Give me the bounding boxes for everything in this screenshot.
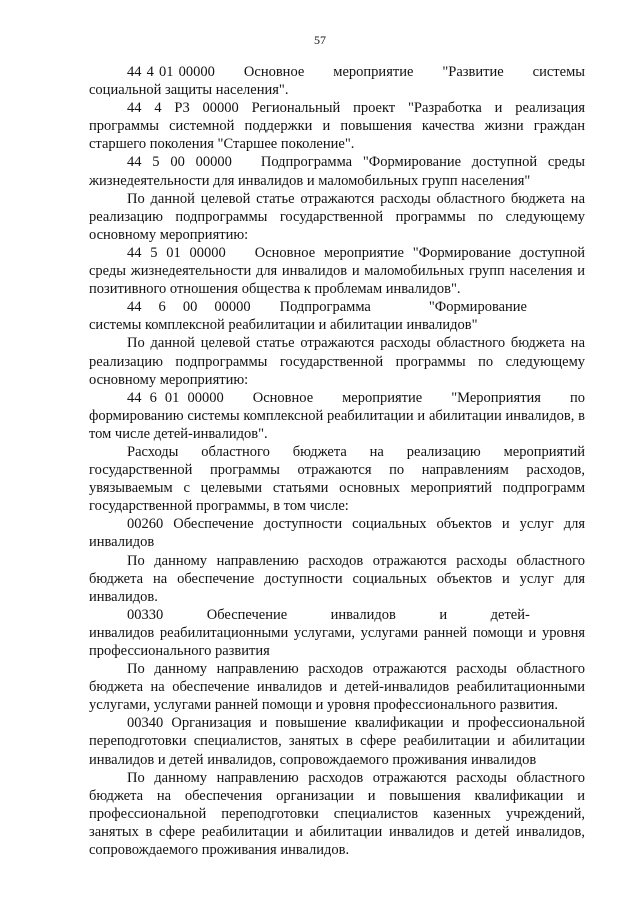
paragraph-code-44-5-00: 44 5 00 00000 Подпрограмма "Формирование доступной среды жизнедеятельности для инвалидов и маломобильных групп населения" [89, 154, 585, 189]
paragraph-description: По данному направлению расходов отражаются расходы областного бюджета на обеспечения организации и повышения квалификации и профессиональной переподготовки специалистов казенных учреждений, занятых в сфере реабилитации и абилитации инвалидов и детей инвалидов, сопровождаемого проживания инвалидов. [89, 769, 585, 859]
paragraph-description: По данному направлению расходов отражаются расходы областного бюджета на обеспечение инвалидов и детей-инвалидов реабилитационными услугами, услугами ранней помощи и уровня профессионального развития. [89, 661, 585, 714]
paragraph-description: По данной целевой статье отражаются расходы областного бюджета на реализацию подпрограммы государственной программы по следующему основному мероприятию: [89, 335, 585, 388]
page-number: 57 [314, 33, 326, 47]
paragraph-code-00330: 00330 Обеспечение инвалидов и детей-инвалидов реабилитационными услугами, услугами ранней помощи и уровня профессионального развития [89, 606, 585, 659]
paragraph-description: По данному направлению расходов отражаются расходы областного бюджета на обеспечение доступности социальных объектов и услуг для инвалидов. [89, 552, 585, 605]
paragraph-code-00260: 00260 Обеспечение доступности социальных объектов и услуг для инвалидов [89, 516, 585, 551]
paragraph-code-44-6-01: 44 6 01 00000 Основное мероприятие "Мероприятия по формированию системы комплексной реабилитации и абилитации инвалидов, в том числе детей-инвалидов". [89, 389, 585, 442]
paragraph-code-00340: 00340 Организация и повышение квалификации и профессиональной переподготовки специалистов, занятых в сфере реабилитации и абилитации инвалидов и детей инвалидов, сопровождаемого проживания инвалидов [89, 715, 585, 768]
document-body [89, 63, 585, 859]
paragraph-code-44-6-00: 44 6 00 00000 Подпрограмма "Формирование системы комплексной реабилитации и абилитации инвалидов" [89, 299, 585, 334]
paragraph-code-44-4-01: 44 4 01 00000 Основное мероприятие "Развитие системы социальной защиты населения". [89, 64, 585, 99]
paragraph-expenses-intro: Расходы областного бюджета на реализацию мероприятий государственной программы отражаются по направлениям расходов, увязываемым с целевыми статьями основных мероприятий подпрограмм государственной программы, в том числе: [89, 443, 585, 515]
paragraph-code-44-5-01: 44 5 01 00000 Основное мероприятие "Формирование доступной среды жизнедеятельности для инвалидов и маломобильных групп населения и позитивного отношения общества к проблемам инвалидов". [89, 244, 585, 298]
paragraph-code-44-4-p3: 44 4 Р3 00000 Региональный проект "Разработка и реализация программы системной поддержки и повышения качества жизни граждан старшего поколения "Старшее поколение". [89, 100, 585, 153]
paragraph-description: По данной целевой статье отражаются расходы областного бюджета на реализацию подпрограммы государственной программы по следующему основному мероприятию: [89, 190, 585, 243]
